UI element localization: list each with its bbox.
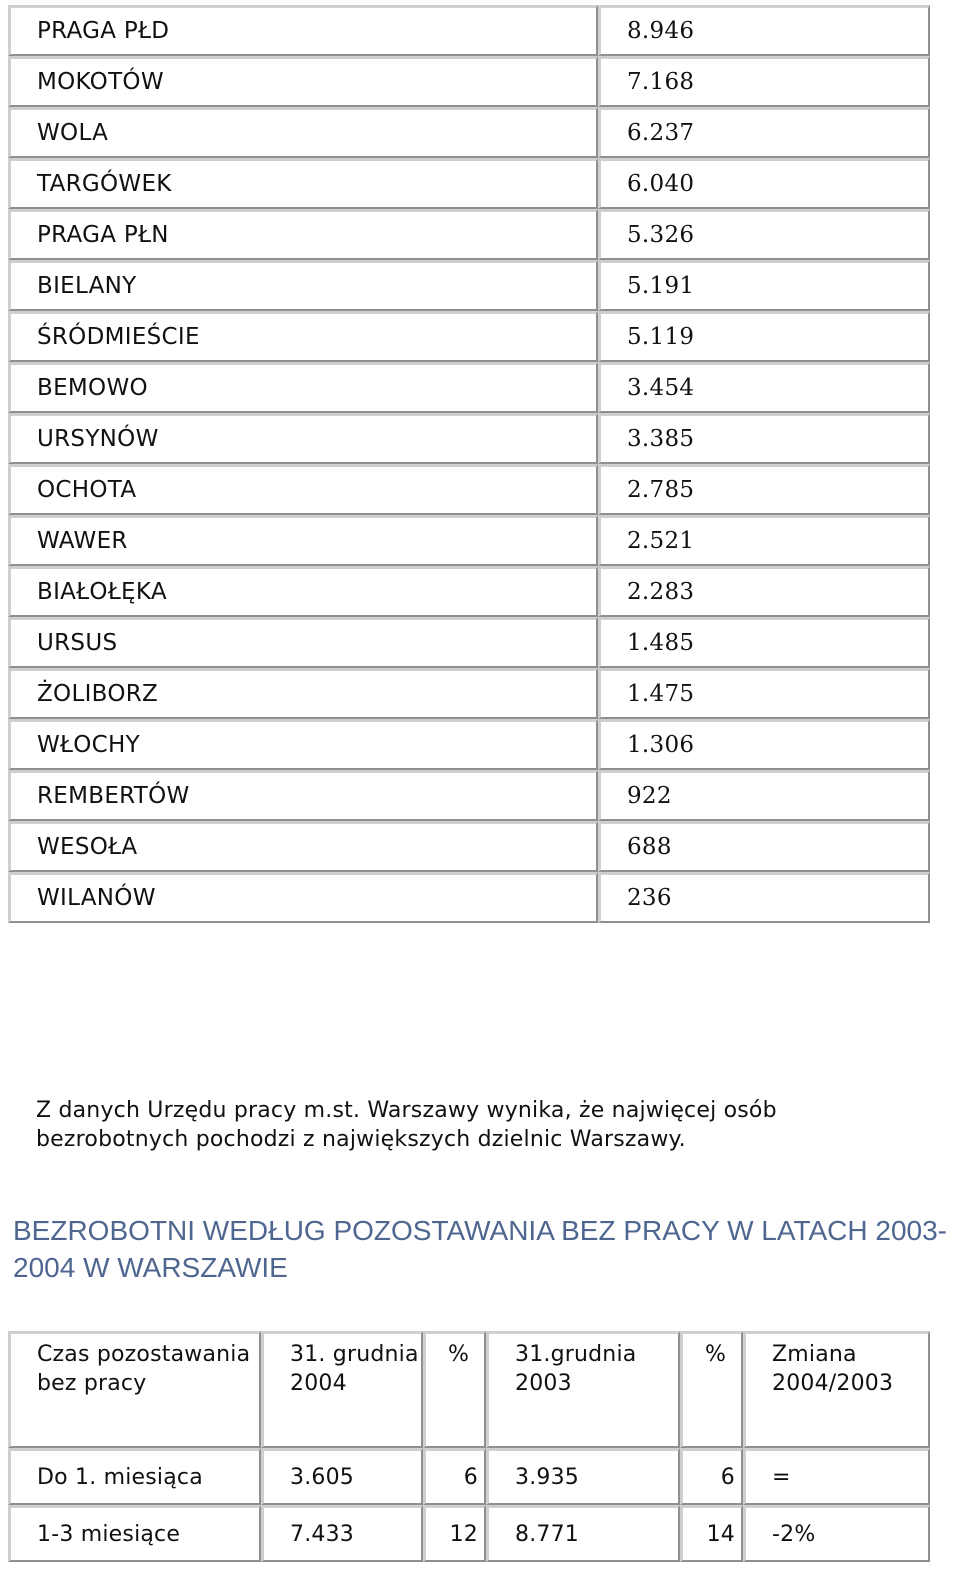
- row-pct-2003: 6: [680, 1448, 743, 1505]
- district-name: WOLA: [8, 107, 598, 158]
- table-row: [8, 158, 930, 209]
- table-row: [8, 260, 930, 311]
- row-dec-2004: 7.433: [261, 1505, 423, 1562]
- row-pct-2004: 12: [423, 1505, 486, 1562]
- table-row: [8, 56, 930, 107]
- district-name: WAWER: [8, 515, 598, 566]
- table-row: [8, 668, 930, 719]
- row-dec-2004: 3.605: [261, 1448, 423, 1505]
- district-name: ŻOLIBORZ: [8, 668, 598, 719]
- header-dec-2004: 31. grudnia 2004: [261, 1331, 423, 1448]
- district-value: 8.946: [598, 5, 930, 56]
- district-name: OCHOTA: [8, 464, 598, 515]
- district-name: BIAŁOŁĘKA: [8, 566, 598, 617]
- district-value: 3.385: [598, 413, 930, 464]
- district-value: 6.040: [598, 158, 930, 209]
- district-value: 5.326: [598, 209, 930, 260]
- district-value: 6.237: [598, 107, 930, 158]
- district-name: WESOŁA: [8, 821, 598, 872]
- header-duration: Czas pozostawania bez pracy: [8, 1331, 261, 1448]
- table-row: [8, 872, 930, 923]
- district-name: WILANÓW: [8, 872, 598, 923]
- duration-table-header: [8, 1331, 930, 1448]
- district-value: 236: [598, 872, 930, 923]
- district-value: 5.119: [598, 311, 930, 362]
- header-change: Zmiana 2004/2003: [743, 1331, 930, 1448]
- district-name: URSUS: [8, 617, 598, 668]
- duration-table: [8, 1331, 930, 1562]
- table-row: [8, 107, 930, 158]
- districts-table-body: [8, 5, 930, 923]
- row-pct-2003: 14: [680, 1505, 743, 1562]
- table-row: [8, 566, 930, 617]
- row-dec-2003: 8.771: [486, 1505, 680, 1562]
- district-name: BIELANY: [8, 260, 598, 311]
- table-row: [8, 1448, 930, 1505]
- table-row: [8, 413, 930, 464]
- row-change: =: [743, 1448, 930, 1505]
- district-value: 2.521: [598, 515, 930, 566]
- district-name: REMBERTÓW: [8, 770, 598, 821]
- table-row: [8, 770, 930, 821]
- table-row: [8, 5, 930, 56]
- district-value: 5.191: [598, 260, 930, 311]
- table-row: [8, 362, 930, 413]
- district-value: 1.475: [598, 668, 930, 719]
- district-value: 1.485: [598, 617, 930, 668]
- district-value: 3.454: [598, 362, 930, 413]
- note-text: Z danych Urzędu pracy m.st. Warszawy wynika, że najwięcej osób bezrobotnych pochodzi z największych dzielnic Warszawy.: [36, 1098, 777, 1152]
- row-pct-2004: 6: [423, 1448, 486, 1505]
- row-change: -2%: [743, 1505, 930, 1562]
- row-duration: 1-3 miesiące: [8, 1505, 261, 1562]
- table-row: [8, 464, 930, 515]
- district-value: 688: [598, 821, 930, 872]
- header-pct-2003: %: [680, 1331, 743, 1448]
- district-name: TARGÓWEK: [8, 158, 598, 209]
- district-value: 2.283: [598, 566, 930, 617]
- district-value: 922: [598, 770, 930, 821]
- row-duration: Do 1. miesiąca: [8, 1448, 261, 1505]
- table-row: [8, 311, 930, 362]
- header-dec-2003: 31.grudnia 2003: [486, 1331, 680, 1448]
- district-name: BEMOWO: [8, 362, 598, 413]
- header-pct-2004: %: [423, 1331, 486, 1448]
- district-name: WŁOCHY: [8, 719, 598, 770]
- table-row: [8, 1505, 930, 1562]
- district-name: PRAGA PŁN: [8, 209, 598, 260]
- district-value: 1.306: [598, 719, 930, 770]
- district-name: MOKOTÓW: [8, 56, 598, 107]
- table-row: [8, 617, 930, 668]
- district-name: PRAGA PŁD: [8, 5, 598, 56]
- section-heading: BEZROBOTNI WEDŁUG POZOSTAWANIA BEZ PRACY W LATACH 2003- 2004 W WARSZAWIE: [13, 1215, 948, 1283]
- district-name: URSYNÓW: [8, 413, 598, 464]
- district-value: 7.168: [598, 56, 930, 107]
- row-dec-2003: 3.935: [486, 1448, 680, 1505]
- district-name: ŚRÓDMIEŚCIE: [8, 311, 598, 362]
- districts-table: [8, 5, 930, 923]
- table-row: [8, 821, 930, 872]
- table-row: [8, 209, 930, 260]
- table-row: [8, 515, 930, 566]
- table-row: [8, 719, 930, 770]
- district-value: 2.785: [598, 464, 930, 515]
